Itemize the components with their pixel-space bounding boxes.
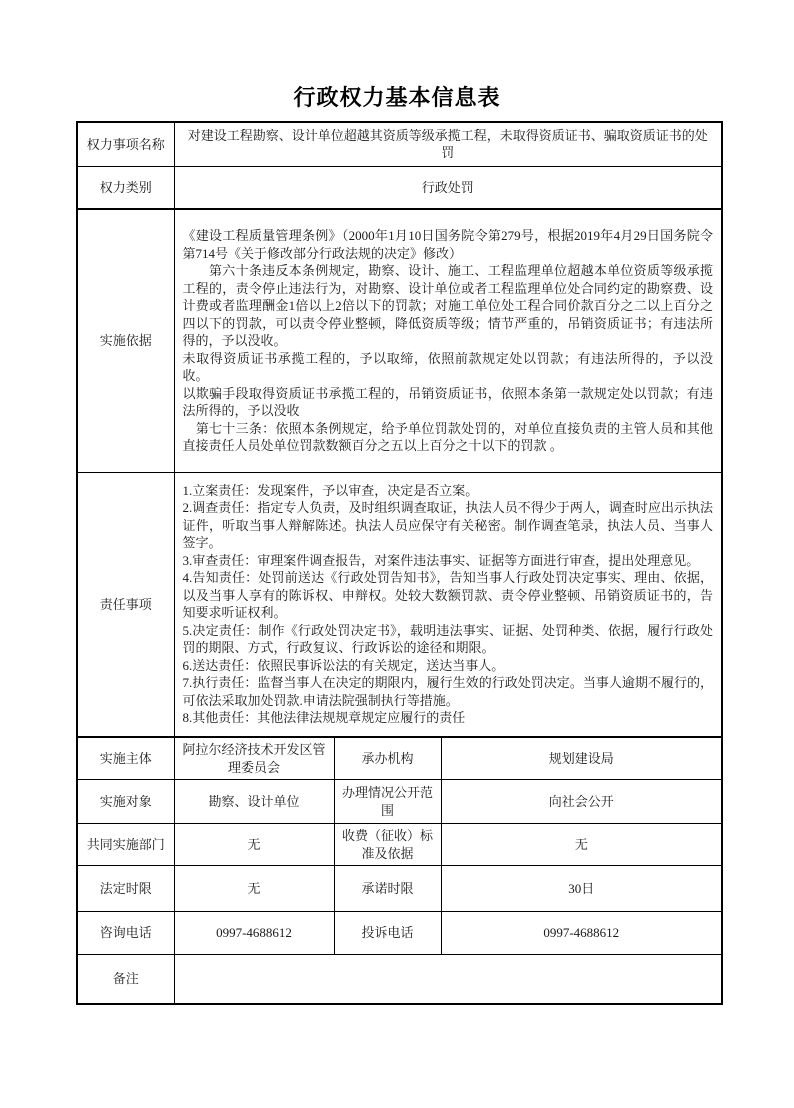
legal-basis-paragraph: 第七十三条：依照本条例规定，给予单位罚款处罚的，对单位直接负责的主管人员和其他直接责任人员处单位罚款数额百分之五以上百分之十以下的罚款 。 <box>182 420 714 453</box>
statutory-time-limit-value: 无 <box>174 866 334 912</box>
remark-value <box>174 955 722 1004</box>
handling-agency-value: 规划建设局 <box>441 737 722 780</box>
consult-phone-label: 咨询电话 <box>77 912 174 955</box>
consult-phone-value: 0997-4688612 <box>174 912 334 955</box>
power-category-label: 权力类别 <box>77 166 174 209</box>
duty-item: 5.决定责任：制作《行政处罚决定书》，载明违法事实、证据、处罚种类、依据，履行行政处罚的期限、方式，行政复议、行政诉讼的途径和期限。 <box>182 622 714 656</box>
remark-label: 备注 <box>77 955 174 1004</box>
fee-standard-label: 收费（征收）标准及依据 <box>334 824 441 866</box>
promised-time-limit-value: 30日 <box>441 866 722 912</box>
power-item-name-label: 权力事项名称 <box>77 122 174 166</box>
legal-basis-paragraph: 《建设工程质量管理条例》（2000年1月10日国务院令第279号，根据2019年4月29日国务院令第714号《关于修改部分行政法规的决定》修改） <box>182 228 714 261</box>
duty-item: 6.送达责任：依照民事诉讼法的有关规定，送达当事人。 <box>182 657 505 673</box>
legal-basis-text <box>174 209 722 472</box>
table-row <box>77 472 722 737</box>
implementing-body-label: 实施主体 <box>77 737 174 780</box>
implementation-target-value: 勘察、设计单位 <box>174 780 334 824</box>
page-title: 行政权力基本信息表 <box>293 85 501 110</box>
joint-departments-value: 无 <box>174 824 334 866</box>
duty-items-label: 责任事项 <box>77 472 174 737</box>
table-row <box>77 824 722 866</box>
duty-item: 1.立案责任：发现案件，予以审查，决定是否立案。 <box>182 482 479 498</box>
legal-basis-paragraph: 以欺骗手段取得资质证书承揽工程的，吊销资质证书，依照本条第一款规定处以罚款；有违法所得的，予以没收 <box>182 385 714 418</box>
legal-basis-paragraph: 第六十条违反本条例规定，勘察、设计、施工、工程监理单位超越本单位资质等级承揽工程的，责令停止违法行为，对勘察、设计单位或者工程监理单位处合同约定的勘察费、设计费或者监理酬金1倍以上2倍以下的罚款；对施工单位处工程合同价款百分之二以上百分之四以下的罚款，可以责令停业整顿，降低资质等级；情节严重的，吊销资质证书；有违法所得的，予以没收。 <box>182 263 714 348</box>
disclosure-scope-value: 向社会公开 <box>441 780 722 824</box>
statutory-time-limit-label: 法定时限 <box>77 866 174 912</box>
power-item-name-value: 对建设工程勘察、设计单位超越其资质等级承揽工程，未取得资质证书、骗取资质证书的处罚 <box>174 122 722 166</box>
table-row <box>77 166 722 209</box>
fee-standard-value: 无 <box>441 824 722 866</box>
complaint-phone-label: 投诉电话 <box>334 912 441 955</box>
table-row <box>77 780 722 824</box>
joint-departments-label: 共同实施部门 <box>77 824 174 866</box>
table-row <box>77 955 722 1004</box>
table-row <box>77 866 722 912</box>
duty-item: 3.审查责任：审理案件调查报告，对案件违法事实、证据等方面进行审查，提出处理意见。 <box>182 552 700 568</box>
duty-items-text <box>174 472 722 737</box>
promised-time-limit-label: 承诺时限 <box>334 866 441 912</box>
complaint-phone-value: 0997-4688612 <box>441 912 722 955</box>
duty-item: 2.调查责任：指定专人负责，及时组织调查取证，执法人员不得少于两人，调查时应出示执法证件，听取当事人辩解陈述。执法人员应保守有关秘密。制作调查笔录，执法人员、当事人签字。 <box>182 500 714 551</box>
table-row <box>77 122 722 166</box>
duty-item: 7.执行责任：监督当事人在决定的期限内，履行生效的行政处罚决定。当事人逾期不履行的，可依法采取加处罚款.申请法院强制执行等措施。 <box>182 675 714 708</box>
info-table <box>76 121 723 1005</box>
implementing-body-value: 阿拉尔经济技术开发区管理委员会 <box>174 737 334 780</box>
duty-item: 4.告知责任：处罚前送达《行政处罚告知书》，告知当事人行政处罚决定事实、理由、依据，以及当事人享有的陈诉权、申辩权。处较大数额罚款、责令停业整顿、吊销资质证书的，告知要求听证权利。 <box>182 570 714 621</box>
legal-basis-paragraph: 未取得资质证书承揽工程的，予以取缔，依照前款规定处以罚款；有违法所得的，予以没收。 <box>182 350 714 383</box>
legal-basis-label: 实施依据 <box>77 209 174 472</box>
handling-agency-label: 承办机构 <box>334 737 441 780</box>
duty-item: 8.其他责任：其他法律法规规章规定应履行的责任 <box>182 710 466 726</box>
disclosure-scope-label: 办理情况公开范围 <box>334 780 441 824</box>
power-category-value: 行政处罚 <box>174 166 722 209</box>
table-row <box>77 912 722 955</box>
table-row <box>77 209 722 472</box>
table-row <box>77 737 722 780</box>
implementation-target-label: 实施对象 <box>77 780 174 824</box>
